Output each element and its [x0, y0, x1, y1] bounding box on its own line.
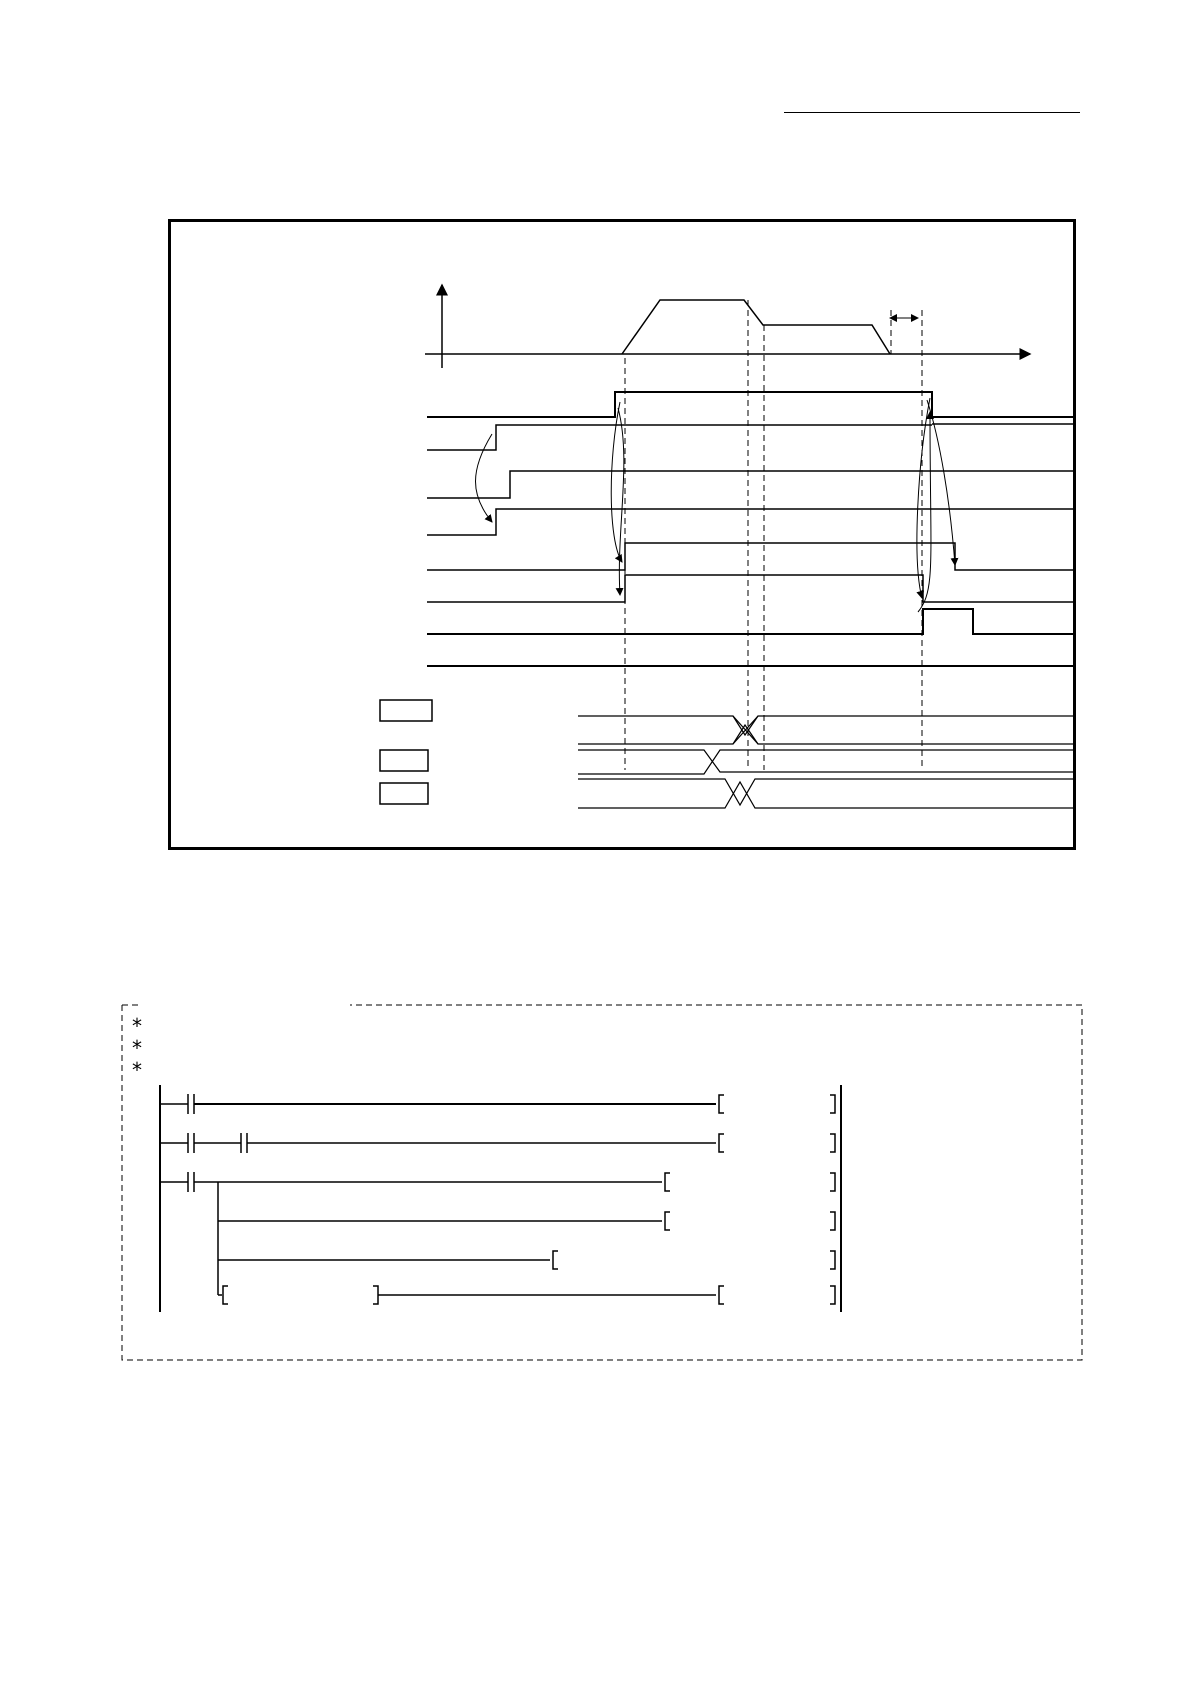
rung-3-branch-2: [218, 1251, 835, 1269]
rung-1: [160, 1094, 835, 1114]
comment-marker-2: *: [132, 1036, 142, 1060]
rung-3: [160, 1172, 835, 1295]
rung-3-branch-3: [218, 1286, 835, 1304]
comment-marker-1: *: [132, 1014, 142, 1038]
rung-3-branch-1: [218, 1212, 835, 1230]
rung-2: [160, 1133, 835, 1153]
comment-marker-3: *: [132, 1058, 142, 1082]
